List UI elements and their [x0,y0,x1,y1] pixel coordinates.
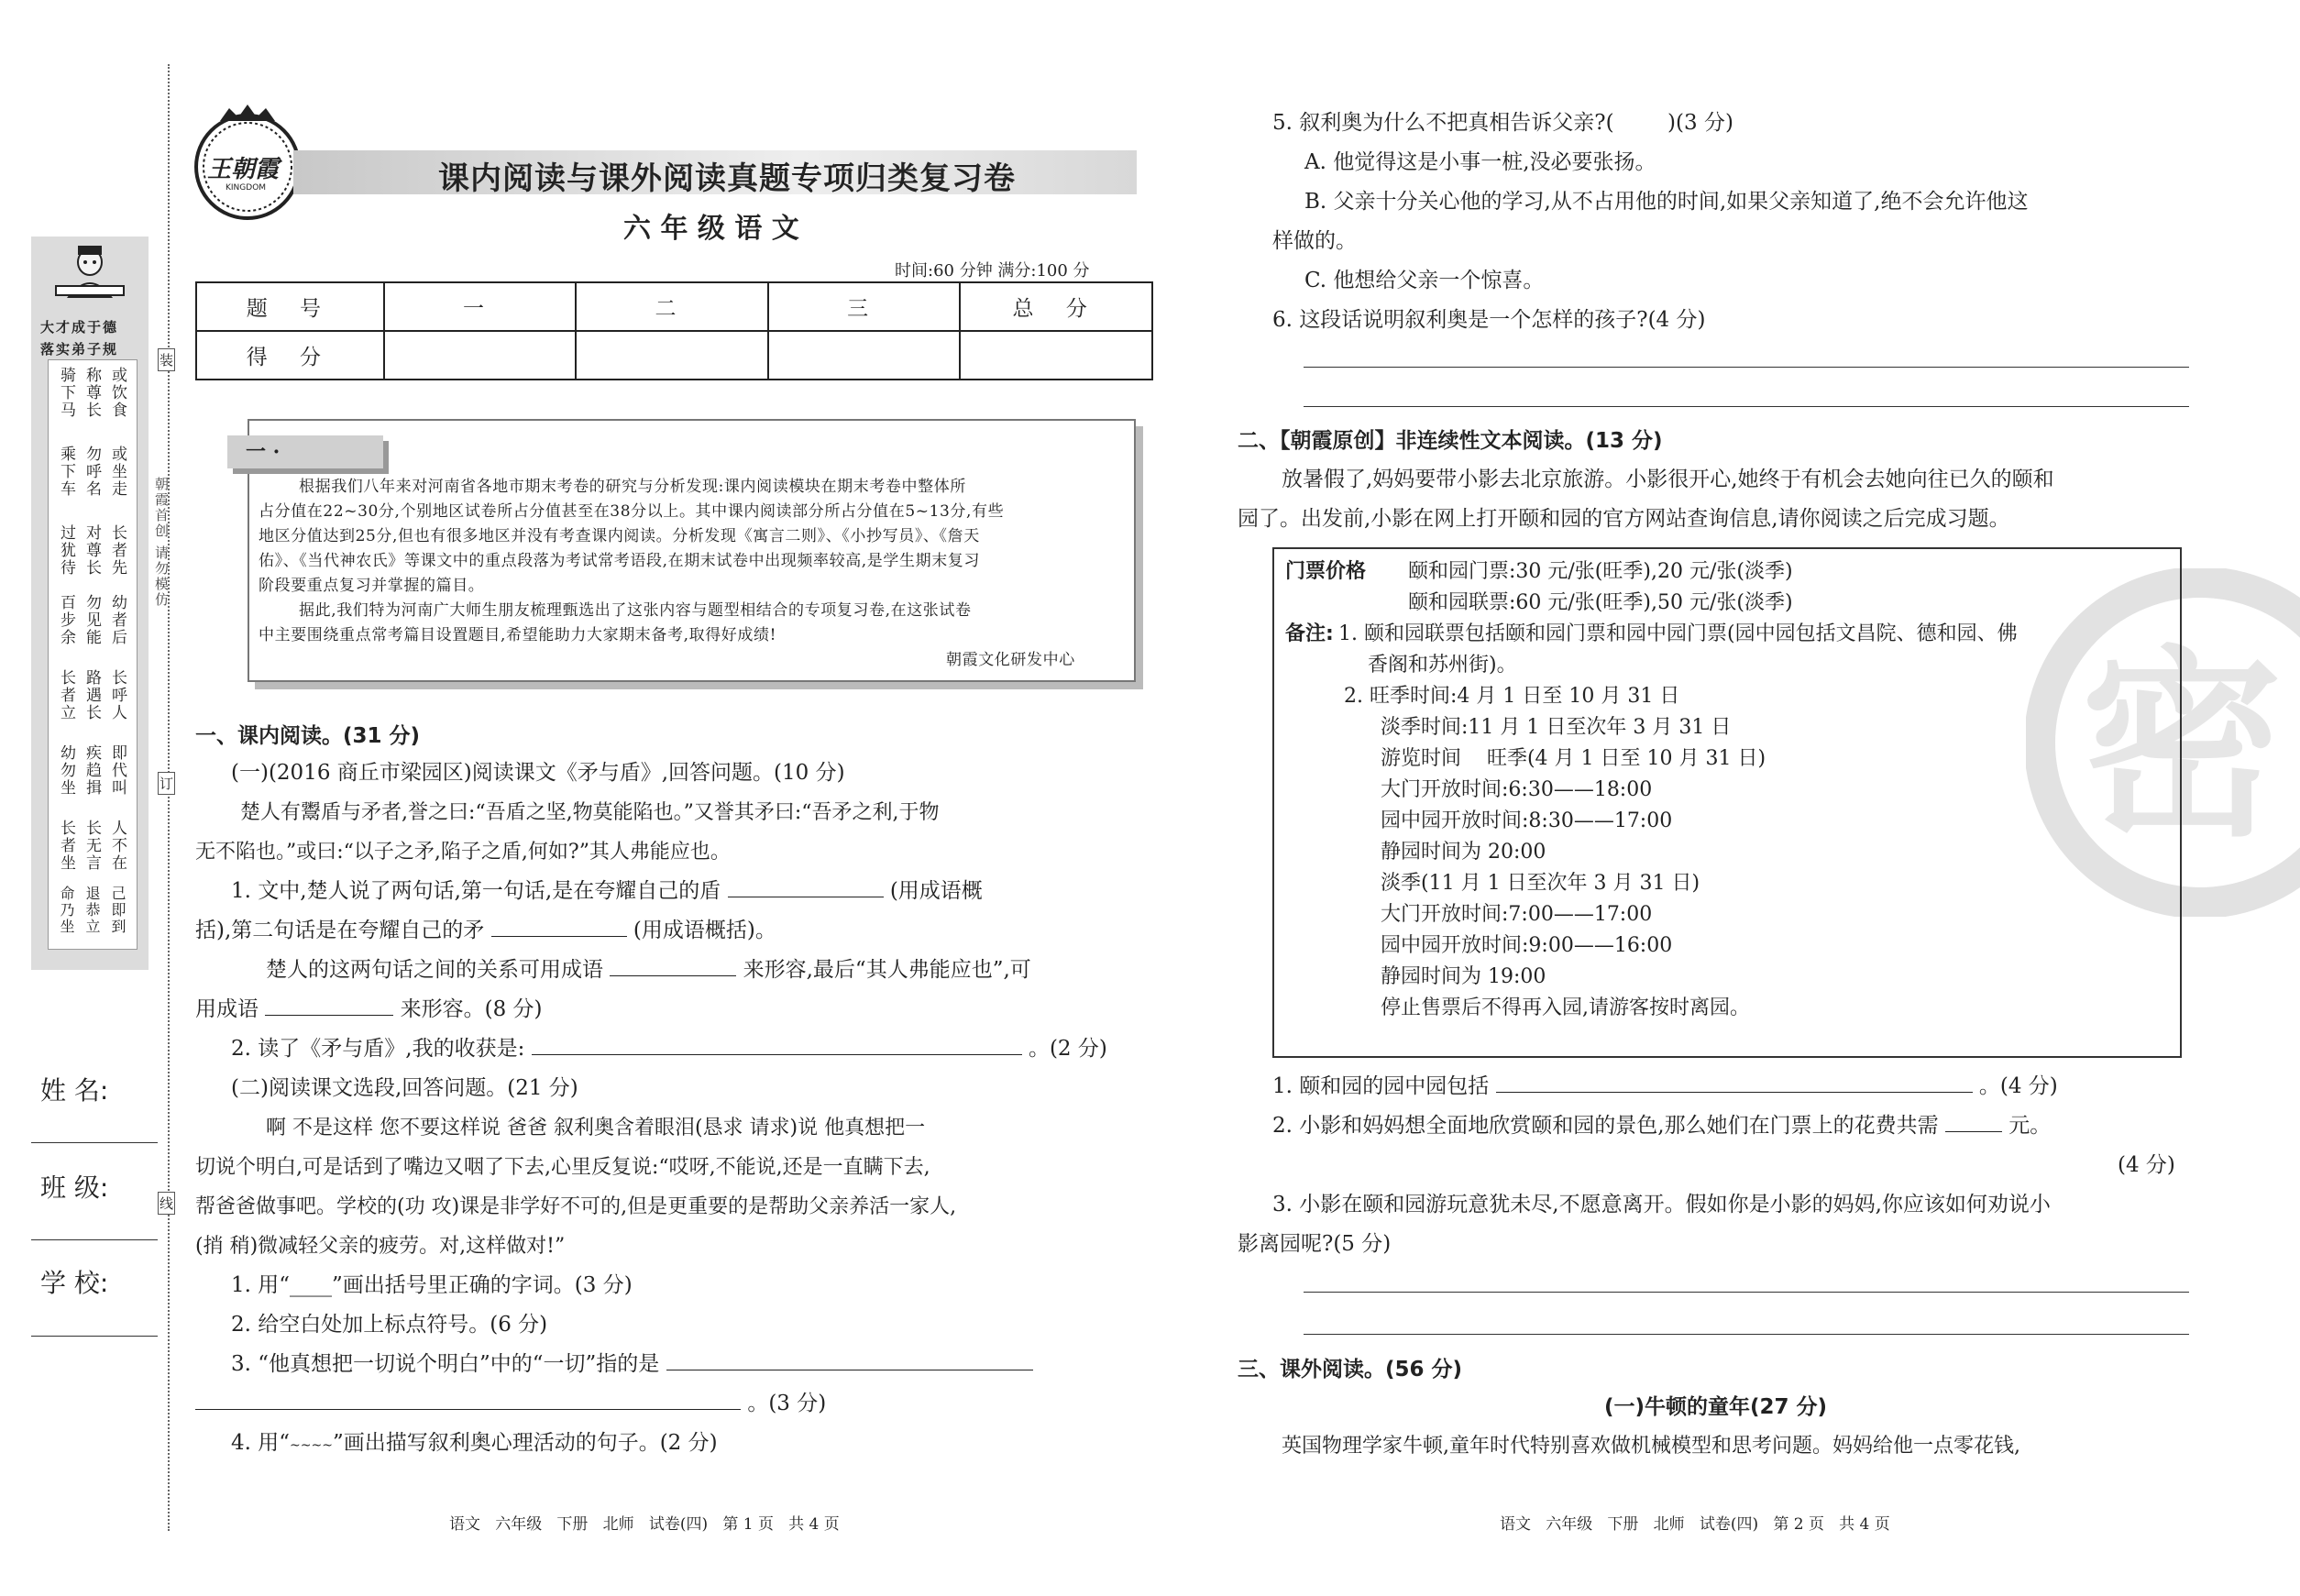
strip-col: 长者先 [108,524,127,577]
question-a1: 1. 用“____”画出括号里正确的字词。(3 分) [231,1273,633,1297]
note-line: 淡季(11 月 1 日至次年 3 月 31 日) [1381,872,1700,895]
question-1-text: 来形容。(8 分) [400,997,543,1021]
strip-col: 幼者后 [108,594,127,646]
passage-2-line: 帮爸爸做事吧。学校的(功 攻)课是非学好不可的,但是更重要的是帮助父亲养活一家人, [195,1195,957,1218]
strip-col: 称尊长 [83,367,101,419]
answer-blank[interactable] [532,1030,1022,1055]
ticket-info-box [1272,547,2182,1058]
seal-mark: 订 [158,772,175,795]
answer-blank[interactable] [1496,1068,1973,1093]
intro-line: 根据我们八年来对河南省各地市期末考卷的研究与分析发现:课内阅读模块在期末考卷中整体所 [299,478,966,496]
strip-col: 己即到 [109,886,127,935]
answer-line[interactable] [1304,367,2189,368]
score-header: 总 分 [960,282,1152,331]
strip-col: 乘下车 [57,446,75,498]
passage-1-line: 无不陷也。”或曰:“以子之矛,陷子之盾,何如?”其人弗能应也。 [195,841,731,864]
strip-col: 疾趋揖 [83,744,101,797]
note-line: 停止售票后不得再入园,请游客按时离园。 [1381,996,1750,1019]
intro-line: 阶段要重点复习并掌握的篇目。 [259,577,485,595]
question-1-text: 楚人的这两句话之间的关系可用成语 [266,958,603,982]
score-header: 二 [576,282,768,331]
page-title: 课内阅读与课外阅读真题专项归类复习卷 [438,160,1016,197]
answer-line[interactable] [1304,1292,2189,1293]
price-line: 颐和园门票:30 元/张(旺季),20 元/张(淡季) [1408,560,1793,583]
score-table [195,281,1153,380]
note-line: 园中园开放时间:8:30——17:00 [1381,809,1673,832]
school-field[interactable] [31,1336,158,1337]
note-line: 静园时间为 19:00 [1381,965,1546,988]
question-a3-cont [195,1384,826,1424]
question-1-cont [195,911,776,951]
strip-col: 长无言 [83,820,101,872]
logo-small: KINGDOM [226,183,267,193]
strip-col: 对尊长 [83,524,101,577]
intro-line: 中主要围绕重点常考篇目设置题目,希望能助力大家期末备考,取得好成绩! [259,626,777,644]
option-c[interactable]: C. 他想给父亲一个惊喜。 [1304,269,1545,292]
section-2-heading: 二、【朝霞原创】非连续性文本阅读。(13 分) [1238,429,1663,453]
answer-blank[interactable] [666,1346,1033,1370]
question-2 [231,1029,1107,1069]
answer-blank[interactable] [265,991,393,1016]
section-3-subtitle: (一)牛顿的童年(27 分) [1604,1395,1828,1419]
strip-col: 百步余 [57,594,75,646]
question-2-text: 2. 读了《矛与盾》,我的收获是: [231,1037,525,1061]
strip-col: 过犹待 [57,524,75,577]
section-3-heading: 三、课外阅读。(56 分) [1238,1358,1463,1381]
seal-mark: 装 [158,348,175,371]
wavy-mark: ~~~~ [290,1438,333,1453]
answer-blank[interactable] [728,873,884,897]
question-1 [231,872,983,911]
strip-col: 路遇长 [83,669,101,721]
option-b[interactable]: B. 父亲十分关心他的学习,从不占用他的时间,如果父亲知道了,绝不会允许他这 [1304,190,2029,214]
question-a3-text: 3. “他真想把一切说个明白”中的“一切”指的是 [231,1352,660,1376]
price-label: 门票价格 [1285,560,1367,583]
answer-blank[interactable] [610,952,736,976]
question-1-text: 1. 文中,楚人说了两句话,第一句话,是在夸耀自己的盾 [231,879,721,903]
question-t1-text: 。(4 分) [1978,1074,2058,1098]
strip-col: 人不在 [108,820,127,872]
question-t1 [1272,1067,2058,1106]
question-5: 5. 叙利奥为什么不把真相告诉父亲?( )(3 分) [1272,111,1733,135]
svg-text:密: 密 [2081,629,2283,864]
binding-line [168,64,170,1531]
question-a4 [231,1424,718,1466]
footer-right: 语文 六年级 下册 北师 试卷(四) 第 2 页 共 4 页 [1500,1515,1890,1534]
strip-col: 退恭立 [83,886,101,935]
note-line: 淡季时间:11 月 1 日至次年 3 月 31 日 [1381,716,1732,739]
intro-line: 佑》、《当代神农氏》等课文中的重点段落为考试常考语段,在期末试卷中出现频率较高,是学生期末复习 [259,552,981,570]
intro-line: 占分值在22~30分,个别地区试卷所占分值甚至在38分以上。其中课内阅读部分所占分值在5~13分,有些 [259,502,1005,521]
section-2-para: 放暑假了,妈妈要带小影去北京旅游。小影很开心,她终于有机会去她向往已久的颐和 [1282,468,2054,491]
question-a4-text: ”画出描写叙利奥心理活动的句子。(2 分) [332,1431,718,1455]
question-1-cont [266,951,1031,990]
question-1-text: 用成语 [195,997,259,1021]
strip-banner-1: 大才成于德 [40,319,119,336]
answer-blank[interactable] [195,1385,741,1410]
question-1-text: (用成语概 [889,879,983,903]
question-t3-cont: 影离园呢?(5 分) [1238,1232,1392,1256]
page-subtitle: 六 年 级 语 文 [623,213,799,245]
note-line: 园中园开放时间:9:00——16:00 [1381,934,1673,957]
question-1-text: 来形容,最后“其人弗能应也”,可 [743,958,1031,982]
strip-col: 长者坐 [57,820,75,872]
score-header: 题 号 [196,282,384,331]
section-1-heading: 一、课内阅读。(31 分) [195,724,421,748]
strip-col: 命乃坐 [58,886,75,935]
option-b-cont: 样做的。 [1272,229,1357,253]
section-2-para: 园了。出发前,小影在网上打开颐和园的官方网站查询信息,请你阅读之后完成习题。 [1238,507,2010,531]
strip-col: 或坐走 [108,446,127,498]
class-label: 班 级: [40,1172,109,1203]
intro-line: 地区分值达到25分,但也有很多地区并没有考查课内阅读。分析发现《寓言二则》、《小抄写员》、《詹天 [259,527,980,545]
score-cell[interactable] [576,331,768,380]
passage-2-line: (捎 稍)微减轻父亲的疲劳。对,这样做对!” [195,1235,566,1258]
intro-text [259,475,1125,673]
strip-col: 勿呼名 [83,446,101,498]
question-a4-text: 4. 用“ [231,1431,291,1455]
strip-col: 长者立 [57,669,75,721]
question-a3-text: 。(3 分) [747,1392,827,1415]
question-t2-score: (4 分) [2118,1153,2175,1177]
strip-col: 勿见能 [83,594,101,646]
question-t2 [1272,1106,2051,1146]
name-label: 姓 名: [40,1075,109,1106]
question-t3: 3. 小影在颐和园游玩意犹未尽,不愿意离开。假如你是小影的妈妈,你应该如何劝说小 [1272,1193,2051,1216]
note-line: 1. 颐和园联票包括颐和园门票和园中园门票(园中园包括文昌院、德和园、佛 [1338,622,2018,645]
scholar-illustration [50,242,129,306]
note-line: 2. 旺季时间:4 月 1 日至 10 月 31 日 [1344,685,1680,708]
vertical-note: 朝霞首创 请勿模仿 [153,477,170,608]
note-line: 静园时间为 20:00 [1381,841,1546,864]
note-line: 香阁和苏州街)。 [1368,654,1517,677]
question-t2-text: 2. 小影和妈妈想全面地欣赏颐和园的景色,那么她们在门票上的花费共需 [1272,1114,1939,1138]
answer-blank[interactable] [1945,1107,2002,1132]
score-header: 一 [384,282,577,331]
strip-col: 幼勿坐 [57,744,75,797]
question-1-text: (用成语概括)。 [633,919,776,942]
score-header: 三 [768,282,961,331]
school-label: 学 校: [40,1268,109,1298]
subsection-1: (一)(2016 商丘市梁园区)阅读课文《矛与盾》,回答问题。(10 分) [231,761,845,785]
name-field[interactable] [31,1142,158,1143]
passage-1-line: 楚人有鬻盾与矛者,誉之曰:“吾盾之坚,物莫能陷也。”又誉其矛曰:“吾矛之利,于物 [240,801,940,824]
note-line: 游览时间 旺季(4 月 1 日至 10 月 31 日) [1381,747,1766,770]
question-6: 6. 这段话说明叙利奥是一个怎样的孩子?(4 分) [1272,308,1706,332]
footer-left: 语文 六年级 下册 北师 试卷(四) 第 1 页 共 4 页 [449,1515,840,1534]
question-1-cont [195,990,543,1029]
score-cell[interactable] [768,331,961,380]
note-line: 大门开放时间:6:30——18:00 [1381,778,1653,801]
question-2-text: 。(2 分) [1028,1037,1107,1061]
passage-2-line: 切说个明白,可是话到了嘴边又咽了下去,心里反复说:“哎呀,不能说,还是一直瞒下去, [195,1156,930,1179]
intro-tab: 一 · [227,435,383,468]
strip-col: 骑下马 [57,367,75,419]
intro-signature: 朝霞文化研发中心 [946,651,1075,669]
price-line: 颐和园联票:60 元/张(旺季),50 元/张(淡季) [1408,591,1793,614]
answer-line[interactable] [1304,1334,2189,1335]
strip-columns [51,367,134,944]
question-a2: 2. 给空白处加上标点符号。(6 分) [231,1313,548,1337]
passage-2-line: 啊 不是这样 您不要这样说 爸爸 叙利奥含着眼泪(恳求 请求)说 他真想把一 [266,1117,926,1139]
subsection-2: (二)阅读课文选段,回答问题。(21 分) [231,1076,578,1100]
seal-mark: 线 [158,1192,175,1215]
answer-blank[interactable] [491,912,627,937]
option-a[interactable]: A. 他觉得这是小事一桩,没必要张扬。 [1304,150,1656,174]
question-1-text: 括),第二句话是在夸耀自己的矛 [195,919,485,942]
strip-col: 长呼人 [108,669,127,721]
intro-line: 据此,我们特为河南广大师生朋友梳理甄选出了这张内容与题型相结合的专项复习卷,在这张试卷 [299,601,972,620]
score-cell[interactable] [384,331,577,380]
note-label: 备注: [1285,622,1334,645]
answer-line[interactable] [1304,406,2189,407]
note-line: 大门开放时间:7:00——17:00 [1381,903,1653,926]
question-t1-text: 1. 颐和园的园中园包括 [1272,1074,1490,1098]
section-3-para: 英国物理学家牛顿,童年时代特别喜欢做机械模型和思考问题。妈妈给他一点零花钱, [1282,1435,2020,1458]
score-row-label: 得 分 [196,331,384,380]
time-info: 时间:60 分钟 满分:100 分 [895,261,1090,281]
score-cell[interactable] [960,331,1152,380]
strip-col: 或饮食 [108,367,127,419]
strip-banner-2: 落实弟子规 [40,341,119,358]
question-a3 [231,1345,1033,1384]
question-t2-text: 元。 [2008,1114,2052,1138]
class-field[interactable] [31,1239,158,1240]
logo-text: 王朝霞 [207,156,280,183]
strip-col: 即代叫 [108,744,127,797]
